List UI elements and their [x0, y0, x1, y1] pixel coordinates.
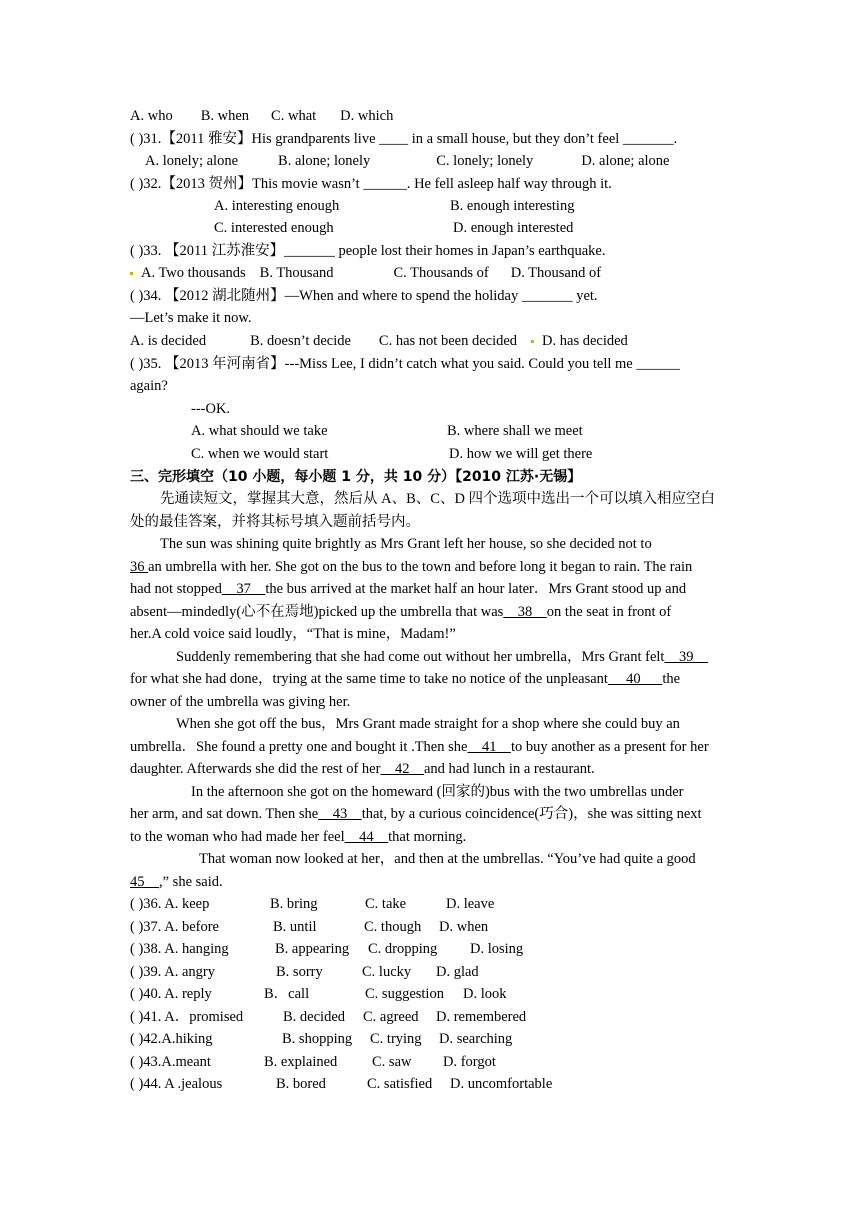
option-c: C. has not been decided [378, 333, 518, 349]
option-a: A. is decided [130, 333, 207, 349]
q31-options [145, 151, 670, 171]
option-c: C. Thousands of [393, 265, 489, 281]
blank-39: 39 [664, 649, 708, 665]
passage-text: to buy another as a present for her [510, 739, 709, 755]
mark-dot [130, 272, 133, 275]
blank-36: 36 [130, 559, 149, 575]
passage-text: ,” she said. [159, 874, 223, 890]
q33-stem: ( )33. 【2011 江苏淮安】_______ people lost their homes in Japan’s earthquake. [130, 243, 606, 259]
passage-line [130, 557, 692, 577]
passage-text: had not stopped [130, 581, 222, 597]
cloze-option-d: D. leave [446, 896, 495, 912]
cloze-option-row-a: ( )37. A. before [130, 919, 219, 935]
blank-40: 40 [607, 671, 663, 687]
q30-options [130, 106, 393, 126]
passage-line [130, 827, 466, 847]
cloze-option-row-a: ( )42.A.hiking [130, 1031, 213, 1047]
option-b: B. when [200, 108, 250, 124]
option-d: D. which [340, 108, 394, 124]
passage-text: umbrella．She found a pretty one and bought it .Then she [130, 739, 468, 755]
cloze-option-c: C. though [364, 919, 422, 935]
cloze-option-c: C. dropping [368, 941, 438, 957]
cloze-option-b: B. bored [276, 1076, 326, 1092]
section-heading [130, 467, 581, 487]
cloze-option-row-a: ( )36. A. keep [130, 896, 210, 912]
cloze-option-d: D. remembered [436, 1009, 527, 1025]
passage-line [176, 647, 708, 667]
cloze-option-b: B. sorry [276, 964, 323, 980]
passage-line [130, 737, 709, 757]
option-a: A. who [130, 108, 173, 124]
passage-line: owner of the umbrella was giving her. [130, 694, 351, 710]
blank-44: 44 [344, 829, 389, 845]
passage-text: her arm, and sat down. Then she [130, 806, 319, 822]
cloze-option-b: B. appearing [275, 941, 350, 957]
blank-38: 38 [503, 604, 547, 620]
passage-line: In the afternoon she got on the homeward (回家的)bus with the two umbrellas under [191, 784, 684, 800]
cloze-option-b: B. until [273, 919, 317, 935]
q35-option-d: D. how we will get there [449, 446, 593, 462]
q32-option-a: A. interesting enough [214, 198, 340, 214]
cloze-option-d: D. glad [436, 964, 479, 980]
passage-text: an umbrella with her. She got on the bus to the town and before long it began to rain. The rain [148, 559, 693, 575]
option-b: B. doesn’t decide [250, 333, 351, 349]
blank-45: 45 [130, 874, 159, 890]
cloze-option-c: C. trying [370, 1031, 422, 1047]
cloze-option-b: B. explained [264, 1054, 338, 1070]
option-d: D. has decided [542, 333, 628, 349]
q33-options [130, 263, 601, 283]
cloze-option-d: D. forgot [443, 1054, 496, 1070]
cloze-option-b: B. shopping [282, 1031, 353, 1047]
section-instructions-1: 先通读短文，掌握其大意，然后从 A、B、C、D 四个选项中选出一个可以填入相应空白 [160, 491, 716, 507]
q32-option-b: B. enough interesting [450, 198, 575, 214]
cloze-option-c: C. agreed [363, 1009, 419, 1025]
option-a: A. Two thousands [141, 265, 246, 281]
passage-text: on the seat in front of [546, 604, 672, 620]
cloze-option-b: B. decided [283, 1009, 346, 1025]
passage-line [130, 872, 223, 892]
passage-line [130, 602, 671, 622]
q35-option-a: A. what should we take [191, 423, 328, 439]
cloze-option-d: D. when [439, 919, 489, 935]
cloze-option-row-a: ( )41. A．promised [130, 1009, 244, 1025]
cloze-option-row-a: ( )40. A. reply [130, 986, 212, 1002]
blank-41: 41 [467, 739, 511, 755]
option-c: C. lonely; lonely [436, 153, 534, 169]
q34-stem: ( )34. 【2012 湖北随州】—When and where to spend the holiday _______ yet. [130, 288, 598, 304]
cloze-option-row-a: ( )44. A .jealous [130, 1076, 223, 1092]
blank-37: 37 [221, 581, 266, 597]
q32-stem: ( )32.【2013 贺州】This movie wasn’t ______. He fell asleep half way through it. [130, 176, 612, 192]
passage-line [130, 669, 680, 689]
q34-reply: —Let’s make it now. [130, 310, 252, 326]
passage-text: that morning. [388, 829, 467, 845]
passage-text: absent—mindedly(心不在焉地)picked up the umbrella that was [130, 604, 504, 620]
q31-stem: ( )31.【2011 雅安】His grandparents live ____ in a small house, but they don’t feel _______. [130, 131, 678, 147]
option-d: D. Thousand of [510, 265, 602, 281]
cloze-option-row-a: ( )43.A.meant [130, 1054, 211, 1070]
cloze-option-d: D. uncomfortable [450, 1076, 553, 1092]
section-source: 【2010 江苏·无锡】 [455, 469, 582, 485]
option-a: A. lonely; alone [145, 153, 239, 169]
cloze-option-c: C. take [365, 896, 407, 912]
passage-line: When she got off the bus，Mrs Grant made straight for a shop where she could buy an [176, 716, 680, 732]
passage-text: Suddenly remembering that she had come out without her umbrella，Mrs Grant felt [176, 649, 665, 665]
cloze-option-b: B．call [264, 986, 310, 1002]
passage-line [130, 804, 702, 824]
passage-text: for what she had done，trying at the same time to take no notice of the unpleasant [130, 671, 608, 687]
cloze-option-d: D. searching [439, 1031, 513, 1047]
passage-line [130, 579, 686, 599]
q35-stem: ( )35. 【2013 年河南省】---Miss Lee, I didn’t catch what you said. Could you tell me ______ [130, 356, 680, 372]
passage-line: The sun was shining quite brightly as Mrs Grant left her house, so she decided not to [160, 536, 652, 552]
q32-option-d: D. enough interested [453, 220, 574, 236]
cloze-option-c: C. suggestion [365, 986, 444, 1002]
q35-option-b: B. where shall we meet [447, 423, 583, 439]
cloze-option-b: B. bring [270, 896, 318, 912]
option-b: B. Thousand [259, 265, 334, 281]
passage-line: her.A cold voice said loudly，“That is mine，Madam!” [130, 626, 456, 642]
option-c: C. what [271, 108, 317, 124]
passage-text: to the woman who had made her feel [130, 829, 345, 845]
passage-line [130, 759, 595, 779]
blank-42: 42 [380, 761, 424, 777]
cloze-option-row-a: ( )38. A. hanging [130, 941, 229, 957]
passage-text: the bus arrived at the market half an hour later．Mrs Grant stood up and [265, 581, 687, 597]
blank-43: 43 [318, 806, 362, 822]
option-d: D. alone; alone [581, 153, 670, 169]
q34-options [130, 331, 628, 351]
q35-option-c: C. when we would start [191, 446, 329, 462]
cloze-option-d: D. look [463, 986, 507, 1002]
passage-text: and had lunch in a restaurant. [423, 761, 595, 777]
cloze-option-c: C. saw [372, 1054, 412, 1070]
q32-option-c: C. interested enough [214, 220, 334, 236]
passage-text: that, by a curious coincidence(巧合)，she was sitting next [361, 806, 702, 822]
passage-text: the [662, 671, 681, 687]
passage-text: daughter. Afterwards she did the rest of her [130, 761, 381, 777]
passage-line: That woman now looked at her，and then at the umbrellas. “You’ve had quite a good [199, 851, 696, 867]
section-title: 三、完形填空（10 小题，每小题 1 分，共 10 分） [130, 469, 456, 485]
cloze-option-c: C. satisfied [367, 1076, 433, 1092]
mark-dot [531, 340, 534, 343]
cloze-option-d: D. losing [470, 941, 524, 957]
q35-stem-cont: again? [130, 378, 168, 394]
section-instructions-2: 处的最佳答案，并将其标号填入题前括号内。 [130, 514, 420, 530]
q35-reply: ---OK. [191, 401, 231, 417]
cloze-option-row-a: ( )39. A. angry [130, 964, 215, 980]
cloze-option-c: C. lucky [362, 964, 412, 980]
option-b: B. alone; lonely [278, 153, 371, 169]
